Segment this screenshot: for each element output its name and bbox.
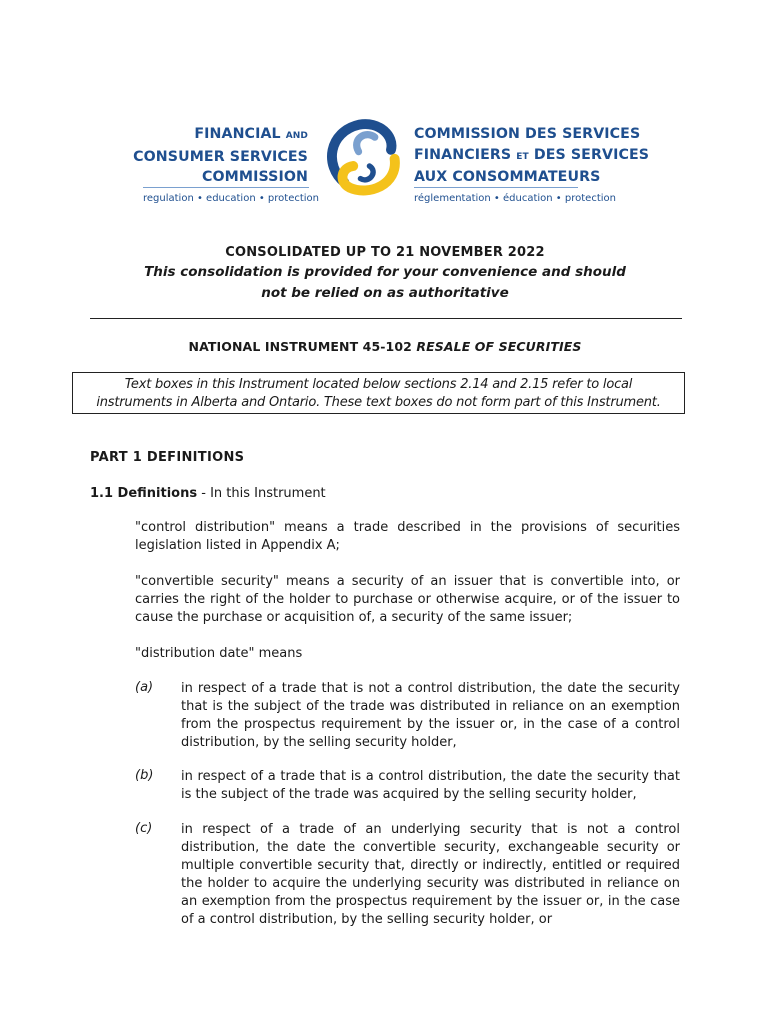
list-item-label: (a) [135,680,154,695]
fcnb-logo-icon [319,112,409,202]
consolidation-title: CONSOLIDATED UP TO 21 NOVEMBER 2022 [225,245,545,260]
tagline-divider-en [143,187,309,188]
tagline-french: réglementation • éducation • protection [414,193,616,204]
tagline-divider-fr [414,187,578,188]
consolidation-note: This consolidation is provided for your convenience and should not be relied on as authoritative [144,264,626,301]
org-name-french: COMMISSION DES SERVICES FINANCIERS ET DES SERVICES AUX CONSOMMATEURS [414,126,650,185]
org-name-english: FINANCIAL AND CONSUMER SERVICES COMMISSION [133,126,308,185]
instrument-title: NATIONAL INSTRUMENT 45-102 RESALE OF SECURITIES [188,339,582,354]
definition-convertible-security: "convertible security" means a security of an issuer that is convertible into, or carries the right of the holder to purchase or otherwise acquire, or of the issuer to cause the purchase or acquisition of, a security of the same issuer; [135,574,680,625]
part-title: PART 1 DEFINITIONS [90,450,245,465]
text-box-note: Text boxes in this Instrument located below sections 2.14 and 2.15 refer to local instruments in Alberta and Ontario. These text boxes do not form part of this Instrument. [72,372,685,414]
list-item-text: in respect of a trade that is a control distribution, the date the security that is the subject of the trade was acquired by the selling security holder, [181,769,680,802]
list-item-text: in respect of a trade that is not a control distribution, the date the security that is the subject of the trade was distributed in reliance on an exemption from the prospectus requirement by the issuer or, in the case of a control distribution, by the selling security holder, [181,681,680,750]
list-item-label: (b) [135,768,154,783]
definition-control-distribution: "control distribution" means a trade described in the provisions of securities legislation listed in Appendix A; [135,520,680,553]
tagline-english: regulation • education • protection [143,193,320,204]
divider [90,318,682,319]
section-heading: 1.1 Definitions - In this Instrument [90,486,326,501]
definition-distribution-date: "distribution date" means [135,646,303,661]
list-item-label: (c) [135,821,153,836]
list-item-text: in respect of a trade of an underlying security that is not a control distribution, the date the convertible security, exchangeable security or multiple convertible security that, directly or indirectly, entitled or required the holder to acquire the underlying security was distributed in reliance on an exemption from the prospectus requirement by the issuer or, in the case of a control distribution, by the selling security holder, or [181,822,680,927]
